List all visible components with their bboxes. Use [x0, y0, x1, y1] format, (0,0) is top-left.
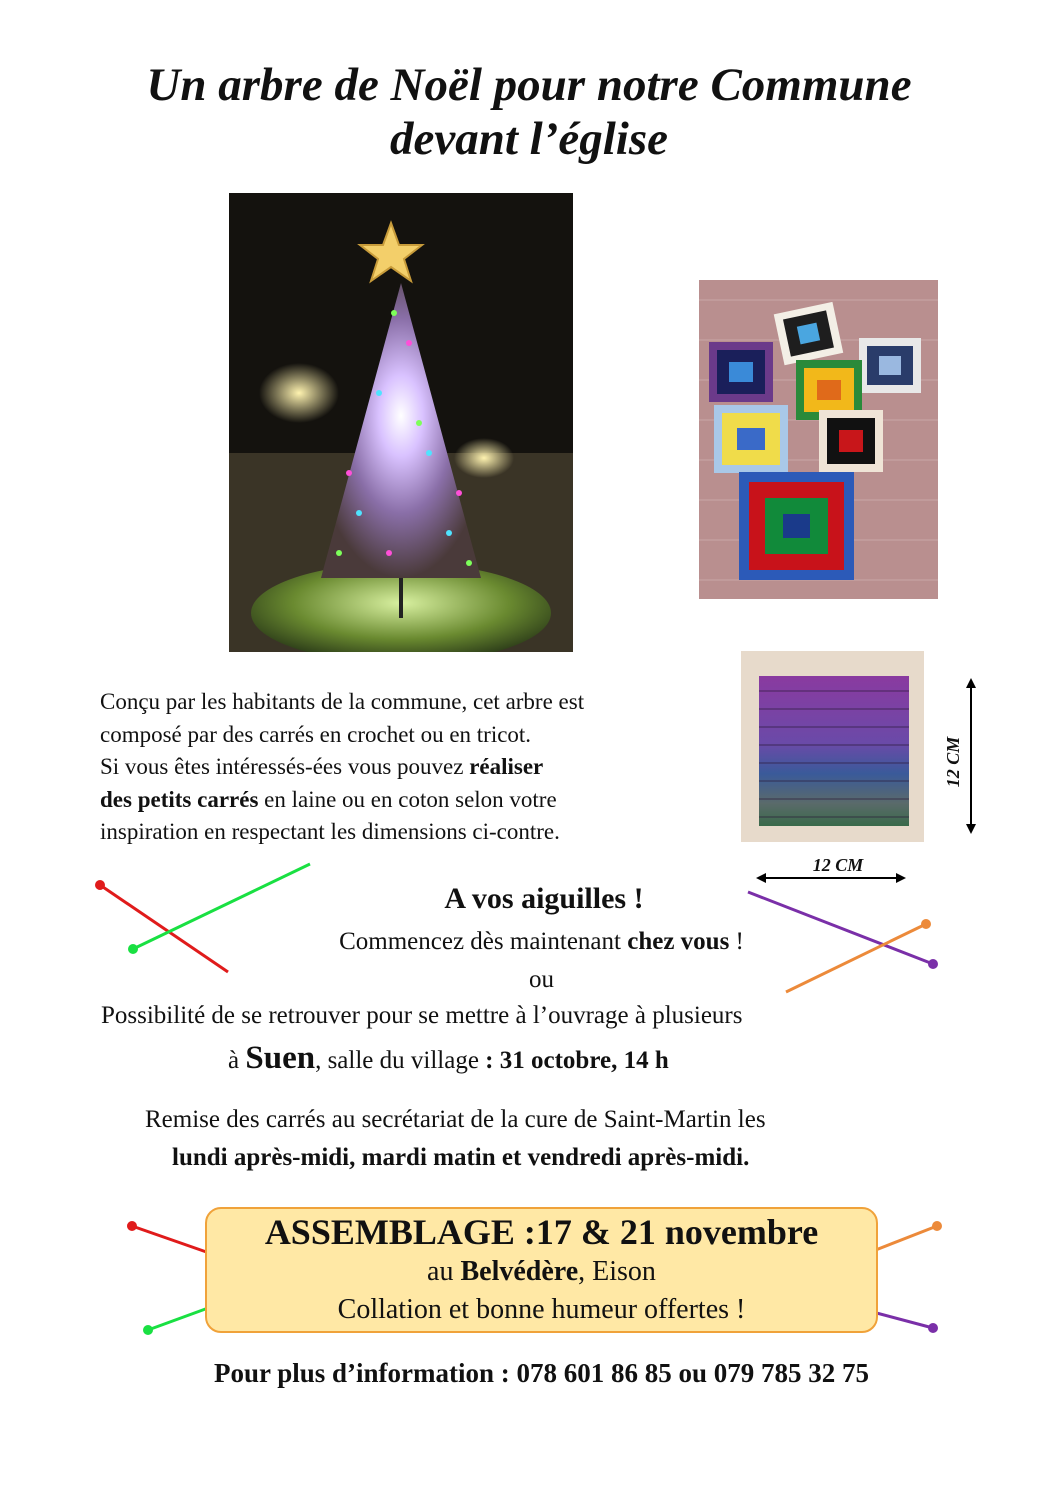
width-dimension-label: 12 CM: [812, 855, 864, 875]
assemblage-box: [205, 1207, 878, 1333]
tree-photo: [229, 193, 573, 652]
remise-line-1: Remise des carrés au secrétariat de la cure de Saint-Martin les: [145, 1106, 766, 1133]
contact-line: Pour plus d’information : 078 601 86 85 ou 079 785 32 75: [213, 1358, 870, 1388]
assemblage-note: Collation et bonne humeur offertes !: [337, 1294, 746, 1325]
remise-line-2: lundi après-midi, mardi matin et vendredi après-midi.: [172, 1144, 750, 1171]
page-title: [0, 58, 1058, 166]
intro-line: [100, 751, 720, 784]
call-text: à: [228, 1047, 246, 1074]
intro-line: [100, 784, 720, 817]
intro-line: inspiration en respectant les dimensions ci-contre.: [100, 819, 560, 844]
intro-line: Conçu par les habitants de la commune, cet arbre est: [100, 689, 585, 714]
height-dimension-label: 12 CM: [943, 736, 963, 788]
call-line-3: [228, 1040, 928, 1077]
meeting-date: : 31 octobre, 14 h: [485, 1047, 669, 1074]
assemblage-venue: Belvédère: [460, 1256, 579, 1287]
call-text: , salle du village: [315, 1047, 486, 1074]
squares-photo: [699, 280, 938, 599]
intro-text: en laine ou en coton selon votre: [258, 786, 557, 812]
intro-emphasis: des petits carrés: [100, 786, 259, 812]
assemblage-location: [207, 1253, 876, 1291]
intro-text: Si vous êtes intéressés-ées vous pouvez: [100, 754, 470, 779]
call-text: Commencez dès maintenant: [339, 928, 628, 955]
call-emphasis: chez vous: [627, 928, 730, 955]
title-line-2: devant l’église: [389, 113, 668, 165]
assemblage-text: au: [427, 1256, 461, 1287]
intro-line: composé par des carrés en crochet ou en tricot.: [100, 721, 532, 747]
call-or: ou: [529, 966, 554, 993]
call-text: !: [729, 928, 744, 955]
assemblage-title: ASSEMBLAGE :17 & 21 novembre: [264, 1212, 819, 1252]
village-name: Suen: [245, 1040, 316, 1076]
call-line-1: [0, 928, 1058, 956]
call-heading: A vos aiguilles !: [444, 882, 644, 915]
assemblage-text: , Eison: [578, 1256, 656, 1287]
intro-paragraph: [100, 686, 720, 849]
intro-emphasis: réaliser: [469, 754, 544, 779]
call-line-2: Possibilité de se retrouver pour se mettre à l’ouvrage à plusieurs: [101, 1002, 743, 1029]
title-line-1: Un arbre de Noël pour notre Commune: [146, 59, 912, 111]
